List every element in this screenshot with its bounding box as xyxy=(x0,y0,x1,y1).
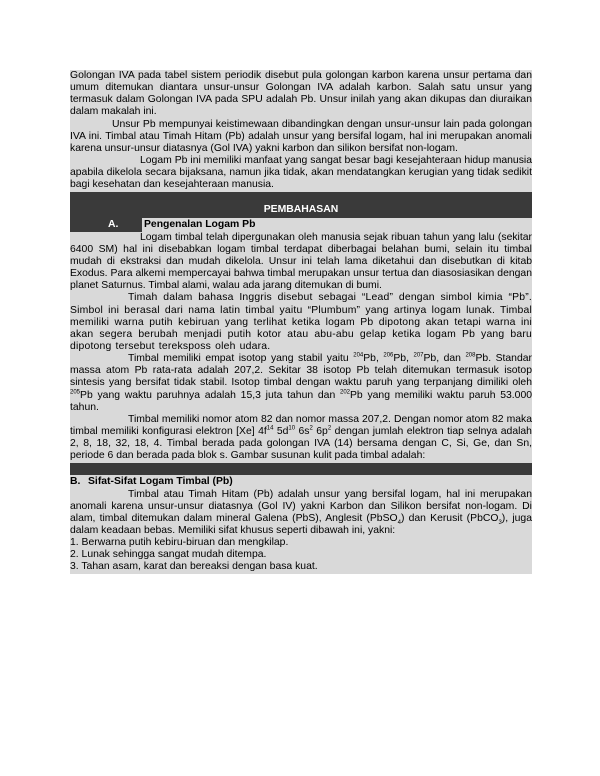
section-b-title: Sifat-Sifat Logam Timbal (Pb) xyxy=(88,475,233,487)
section-a-heading xyxy=(70,218,532,232)
intro-paragraph-1: Golongan IVA pada tabel sistem periodik disebut pula golongan karbon karena unsur pertama dan umum ditemukan diantara unsur-unsur Golongan IVA adalah karbon. Salah satu unsur yang termasuk dalam Golongan IVA pada SPU adalah Pb. Unsur inilah yang akan dikupas dan diuraikan dalam makalah ini. xyxy=(70,70,532,118)
section-b-number: B. xyxy=(70,475,81,487)
section-b-heading xyxy=(70,475,532,489)
intro-paragraph-3: Logam Pb ini memiliki manfaat yang sangat besar bagi kesejahteraan hidup manusia apabila dikelola secara bijaksana, namun jika tidak, akan mendatangkan kerugian yang tidak sedikit bagi kesehatan dan kesejahteraan manusia. xyxy=(70,155,532,191)
section-b-paragraph-1: Timbal atau Timah Hitam (Pb) adalah unsur yang bersifal logam, hal ini merupakan anomali karena unsur-unsur diatasnya (Gol IV) yakni Karbon dan Silikon bersifat non-logam. Di alam, timbal ditemukan dalam mineral Galena (PbS), Anglesit (PbSO$_4$) dan Kerusit (PbCO$_3$), juga dalam keadaan bebas. Memiliki sifat khusus seperti dibawah ini, yakni: xyxy=(70,488,532,536)
section-a-paragraph-1: Logam timbal telah dipergunakan oleh manusia sejak ribuan tahun yang lalu (sekitar 6400 SM) hal ini disebabkan logam timbal terdapat diberbagai belahan bumi, selain itu timbal mudah di ekstraksi dan mudah dikelola. Unsur ini telah lama diketahui dan disebutkan di kitab Exodus. Para alkemi mempercayai bahwa timbal merupakan unsur tertua dan diasosiasikan dengan planet Saturnus. Timbal alami, walau ada jarang ditemukan di bumi. xyxy=(70,231,532,292)
section-a-title: Pengenalan Logam Pb xyxy=(142,218,532,232)
section-a-number: A. xyxy=(70,218,142,232)
section-a-paragraph-4: Timbal memiliki nomor atom 82 dan nomor massa 207,2. Dengan nomor atom 82 maka timbal memiliki konfigurasi elektron [Xe] $4f^{14}$ $5d^{10}$ $6s^2$ $6p^2$ dengan jumlah elektron tiap selnya adalah 2, 8, 18, 32, 18, 4. Timbal berada pada golongan IVA (14) bersama dengan C, Si, Ge, dan Sn, periode 6 dan berada pada blok s. Gambar susunan kulit pada timbal adalah: xyxy=(70,413,532,462)
spacer-band-2 xyxy=(70,463,532,475)
document-page xyxy=(70,70,532,574)
spacer-band xyxy=(70,192,532,202)
intro-paragraph-2: Unsur Pb mempunyai keistimewaan dibandingkan dengan unsur-unsur lain pada golongan IVA ini. Timbal atau Timah Hitam (Pb) adalah unsur yang bersifal logam, hal ini merupakan anomali karena unsur-unsur diatasnya (Gol IVA) yakni karbon dan silikon bersifat non-logam. xyxy=(70,118,532,154)
section-a-paragraph-3: Timbal memiliki empat isotop yang stabil yaitu $^{204}$Pb, $^{206}$Pb, $^{207}$Pb, dan $^{208}$Pb. Standar massa atom Pb rata-rata adalah 207,2. Sekitar 38 isotop Pb telah ditemukan termasuk isotop sintesis yang bersifat tidak stabil. Isotop timbal dengan waktu paruh yang terpanjang dimiliki oleh $^{205}$Pb yang waktu paruhnya adalah 15,3 juta tahun dan $^{202}$Pb yang memiliki waktu paruh 53.000 tahun. xyxy=(70,352,532,413)
section-a-paragraph-2: Timah dalam bahasa Inggris disebut sebagai “Lead” dengan simbol kimia “Pb”. Simbol ini berasal dari nama latin timbal yaitu “Plumbum” yang artinya logam lunak. Timbal memiliki warna putih kebiruan yang terlihat ketika logam Pb dipotong akan tetapi warna ini akan segera berubah menjadi putih kotor atau abu-abu gelap ketika logam Pb yang baru dipotong tersebut tereksposs oleh udara. xyxy=(70,292,532,352)
section-a-body xyxy=(70,232,532,463)
section-heading: PEMBAHASAN xyxy=(70,202,532,218)
intro-block xyxy=(70,70,532,192)
property-list-item: 3. Tahan asam, karat dan bereaksi dengan basa kuat. xyxy=(70,561,318,573)
property-list-item: 2. Lunak sehingga sangat mudah ditempa. xyxy=(70,549,267,561)
section-b-body xyxy=(70,489,532,574)
property-list-item: 1. Berwarna putih kebiru-biruan dan mengkilap. xyxy=(70,537,289,549)
